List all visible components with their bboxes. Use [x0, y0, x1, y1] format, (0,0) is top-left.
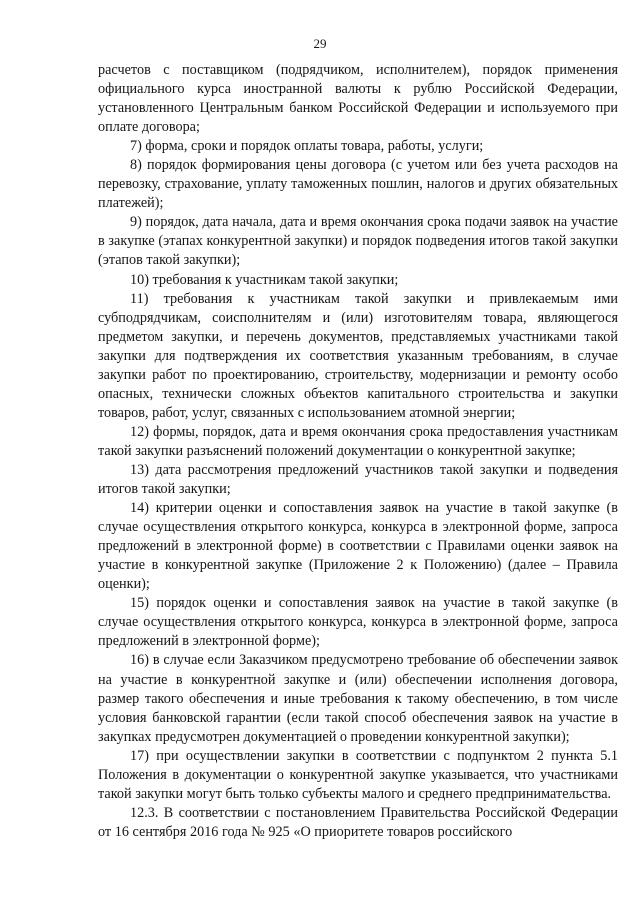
paragraph-13: 12.3. В соответствии с постановлением Правительства Российской Федерации от 16 сентября 2016 года № 925 «О приоритете товаров российского: [98, 804, 618, 840]
paragraph-1: расчетов с поставщиком (подрядчиком, исполнителем), порядок применения официального курса иностранной валюты к рублю Российской Федерации, установленного Центральным банком Российской Федерации и используемого при оплате договора;: [98, 62, 618, 136]
paragraph-6: 11) требования к участникам такой закупки и привлекаемым ими субподрядчикам, соисполнителям и (или) изготовителям товара, являющегося предметом закупки, и перечень документов, представляемых участниками такой закупки для подтверждения их соответствия указанным требованиям, в случае закупки работ по проектированию, строительству, модернизации и ремонту особо опасных, технически сложных объектов капитального строительства и закупки товаров, работ, услуг, связанных с использованием атомной энергии;: [98, 290, 618, 421]
paragraph-2: 7) форма, сроки и порядок оплаты товара, работы, услуги;: [130, 138, 484, 155]
paragraph-4: 9) порядок, дата начала, дата и время окончания срока подачи заявок на участие в закупке (этапах конкурентной закупки) и порядок подведения итогов такой закупки (этапов такой закупки);: [98, 214, 618, 269]
paragraph-5: 10) требования к участникам такой закупки;: [130, 271, 399, 288]
document-body: [98, 61, 618, 842]
paragraph-11: 16) в случае если Заказчиком предусмотрено требование об обеспечении заявок на участие в конкурентной закупке и (или) обеспечении исполнения договора, размер такого обеспечения и иные требования к такому обеспечению, в том числе условия банковской гарантии (если такой способ обеспечения заявок на участие в закупках предусмотрен документацией о проведении конкурентной закупки);: [98, 652, 618, 745]
paragraph-7: 12) формы, порядок, дата и время окончания срока предоставления участникам такой закупки разъяснений положений документации о конкурентной закупке;: [98, 423, 618, 459]
paragraph-3: 8) порядок формирования цены договора (с учетом или без учета расходов на перевозку, страхование, уплату таможенных пошлин, налогов и других обязательных платежей);: [98, 157, 618, 212]
paragraph-12: 17) при осуществлении закупки в соответствии с подпунктом 2 пункта 5.1 Положения в документации о конкурентной закупке указывается, что участниками такой закупки могут быть только субъекты малого и среднего предпринимательства.: [98, 747, 618, 802]
paragraph-10: 15) порядок оценки и сопоставления заявок на участие в такой закупке (в случае осуществления открытого конкурса, конкурса в электронной форме, запроса предложений в электронной форме);: [98, 595, 618, 650]
paragraph-9: 14) критерии оценки и сопоставления заявок на участие в такой закупке (в случае осуществления открытого конкурса, конкурса в электронной форме, запроса предложений в электронной форме) в соответствии с Правилами оценки заявок на участие в конкурентной закупке (Приложение 2 к Положению) (далее – Правила оценки);: [98, 500, 618, 593]
paragraph-8: 13) дата рассмотрения предложений участников такой закупки и подведения итогов такой закупки;: [98, 461, 618, 498]
page-number: 29: [313, 36, 327, 51]
